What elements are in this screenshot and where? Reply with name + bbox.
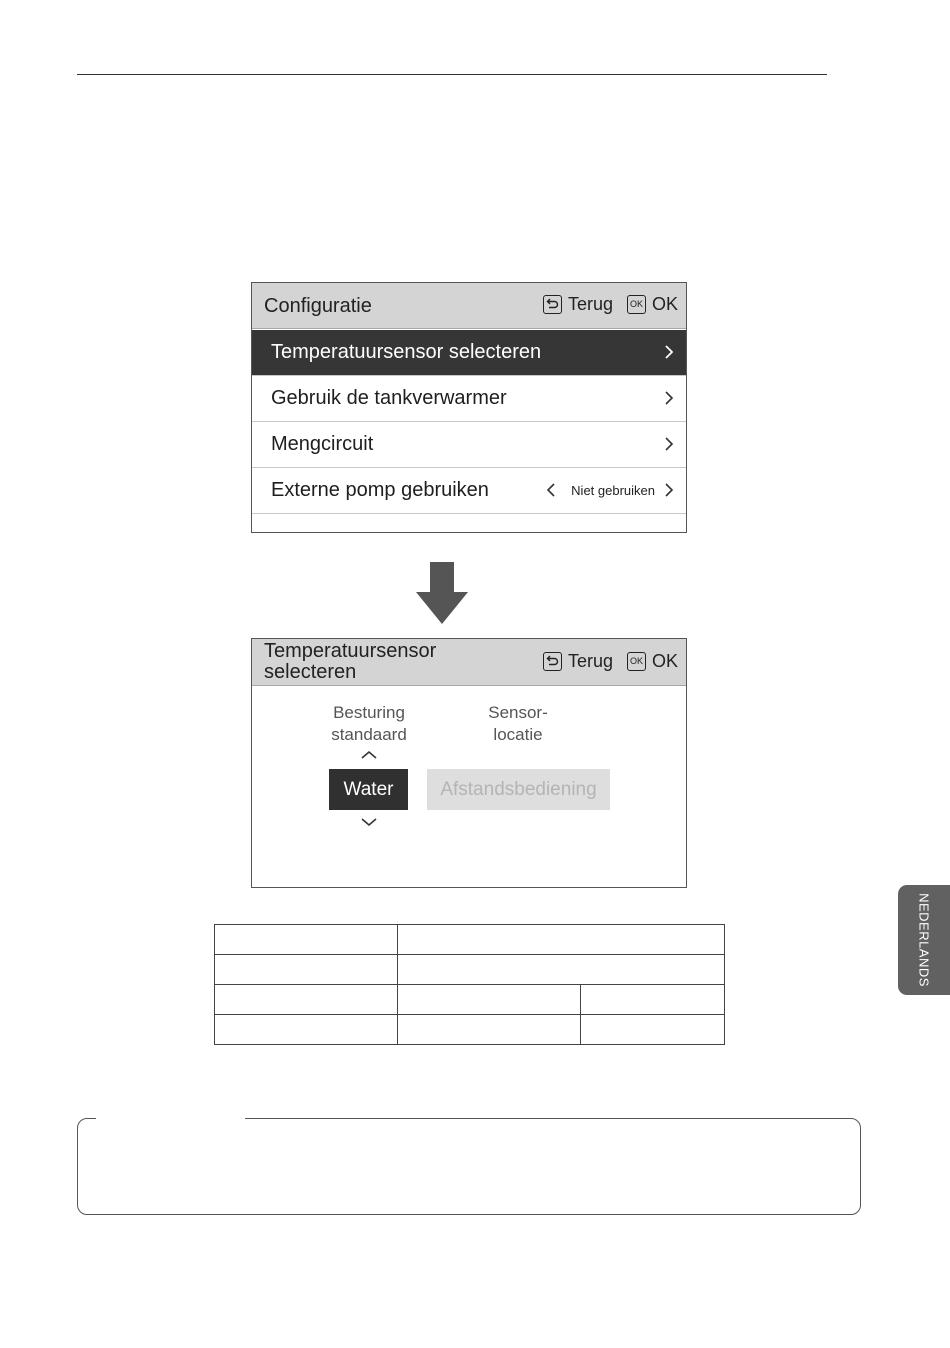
note-box-title-gap <box>96 1114 245 1122</box>
table-cell <box>215 955 398 985</box>
chevron-right-icon <box>664 388 674 408</box>
ok-key-icon: OK <box>627 295 646 314</box>
down-arrow-icon <box>416 562 468 624</box>
back-label: Terug <box>568 651 614 671</box>
sensor-locatie-label: Sensor-locatie <box>488 703 548 744</box>
ok-key-icon: OK <box>627 652 646 671</box>
back-label: Terug <box>568 294 614 314</box>
note-box <box>77 1118 861 1215</box>
back-control[interactable] <box>543 294 613 315</box>
table-row <box>215 955 725 985</box>
menu-item-label: Temperatuursensor selecteren <box>271 341 542 363</box>
language-tab-label: NEDERLANDS <box>916 893 932 987</box>
table-cell <box>398 955 725 985</box>
menu-item-temperatuursensor[interactable] <box>252 330 686 376</box>
menu-item-partial[interactable] <box>252 514 686 533</box>
chevron-down-icon[interactable] <box>360 817 378 827</box>
ok-control[interactable] <box>627 651 678 672</box>
screen-header <box>252 639 686 686</box>
top-rule <box>77 74 827 75</box>
table-cell <box>398 925 725 955</box>
back-arrow-icon <box>543 295 562 314</box>
chevron-right-icon <box>664 434 674 454</box>
ok-label: OK <box>652 294 679 314</box>
language-side-tab <box>898 885 950 995</box>
besturing-value-water[interactable]: Water <box>329 769 408 810</box>
settings-table <box>214 924 725 1045</box>
table-cell <box>581 985 725 1015</box>
chevron-up-icon[interactable] <box>360 750 378 760</box>
temperatuursensor-screen <box>251 638 687 888</box>
table-cell <box>398 1015 581 1045</box>
menu-item-label: Externe pomp gebruiken <box>271 479 489 501</box>
table-cell <box>215 1015 398 1045</box>
chevron-right-icon[interactable] <box>664 480 674 500</box>
screen-header <box>252 283 686 329</box>
menu-item-value: Niet gebruiken <box>571 483 655 498</box>
ok-control[interactable] <box>627 294 678 315</box>
table-cell <box>215 925 398 955</box>
table-row <box>215 1015 725 1045</box>
configuratie-screen <box>251 282 687 533</box>
back-arrow-icon <box>543 652 562 671</box>
sensor-value-afstandsbediening[interactable]: Afstandsbediening <box>427 769 610 810</box>
ok-label: OK <box>652 651 679 671</box>
table-row <box>215 985 725 1015</box>
chevron-left-icon[interactable] <box>546 480 556 500</box>
screen-title: Temperatuursensor selecteren <box>264 640 437 683</box>
table-cell <box>398 985 581 1015</box>
screen-title: Configuratie <box>264 295 372 317</box>
chevron-right-icon <box>664 342 674 362</box>
menu-item-mengcircuit[interactable] <box>252 422 686 468</box>
menu-item-tankverwarmer[interactable] <box>252 376 686 422</box>
table-row <box>215 925 725 955</box>
menu-item-label: Mengcircuit <box>271 433 374 455</box>
table-cell <box>581 1015 725 1045</box>
besturing-standaard-label: Besturing standaard <box>331 703 407 744</box>
menu-item-externe-pomp[interactable] <box>252 468 686 514</box>
menu-item-label: Gebruik de tankverwarmer <box>271 387 507 409</box>
table-cell <box>215 985 398 1015</box>
back-control[interactable] <box>543 651 613 672</box>
